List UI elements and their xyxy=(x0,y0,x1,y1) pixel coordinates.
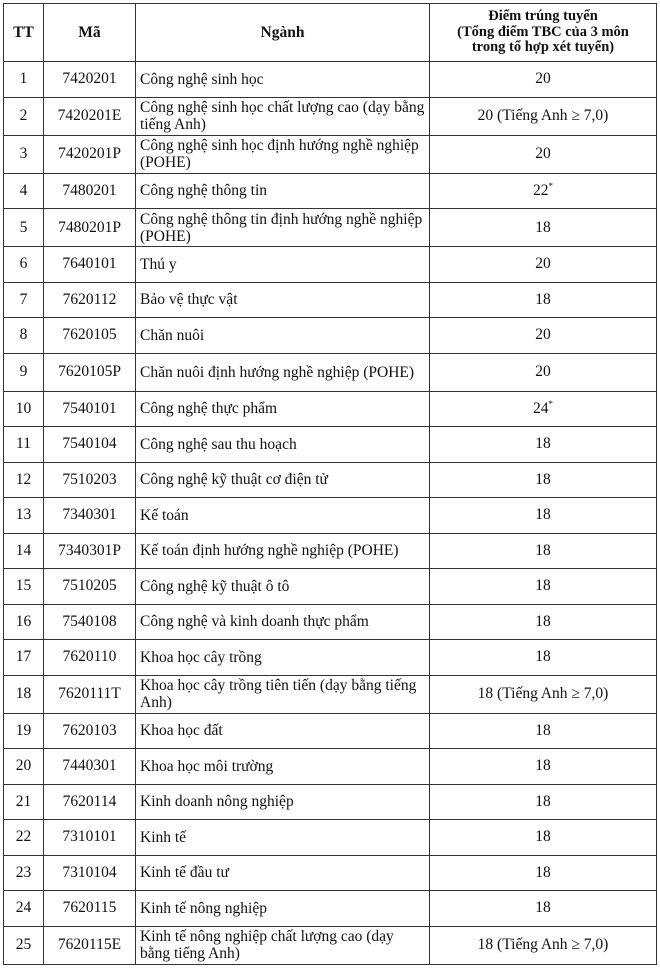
table-row xyxy=(4,318,657,354)
header-tt: TT xyxy=(4,4,44,62)
row-ma: 7310104 xyxy=(44,855,136,891)
row-tt: 13 xyxy=(4,498,44,534)
row-diem xyxy=(430,604,657,640)
row-diem xyxy=(430,498,657,534)
row-tt: 6 xyxy=(4,247,44,283)
header-nganh: Ngành xyxy=(136,4,430,62)
score-value: 18 xyxy=(535,612,551,630)
score-value: 18 xyxy=(535,792,551,810)
row-diem xyxy=(430,926,657,964)
row-ma: 7620105 xyxy=(44,318,136,354)
row-ma: 7620112 xyxy=(44,282,136,318)
score-value: 18 (Tiếng Anh ≥ 7,0) xyxy=(477,936,609,953)
row-nganh: Công nghệ kỹ thuật cơ điện tử xyxy=(136,462,430,498)
row-diem xyxy=(430,282,657,318)
row-ma: 7540108 xyxy=(44,604,136,640)
row-diem xyxy=(430,209,657,247)
score-value: 18 xyxy=(535,290,551,308)
header-diem-line1: Điểm trúng tuyển xyxy=(488,8,598,25)
score-value: 20 xyxy=(535,326,551,344)
row-ma: 7620103 xyxy=(44,713,136,749)
row-ma: 7620105P xyxy=(44,353,136,391)
row-ma: 7510205 xyxy=(44,569,136,605)
row-nganh: Thú y xyxy=(136,247,430,283)
row-nganh: Công nghệ sinh học định hướng nghề nghiệp (POHE) xyxy=(136,135,430,173)
row-nganh: Công nghệ thông tin định hướng nghề nghiệp (POHE) xyxy=(136,209,430,247)
table-row xyxy=(4,820,657,856)
row-nganh: Khoa học cây trồng tiên tiến (dạy bằng tiếng Anh) xyxy=(136,675,430,713)
row-tt: 17 xyxy=(4,640,44,676)
table-row xyxy=(4,713,657,749)
row-nganh: Kinh tế đầu tư xyxy=(136,855,430,891)
score-value: 18 xyxy=(535,577,551,595)
row-nganh: Kinh tế xyxy=(136,820,430,856)
table-row xyxy=(4,569,657,605)
row-diem xyxy=(430,391,657,427)
table-row xyxy=(4,462,657,498)
row-ma: 7540104 xyxy=(44,427,136,463)
row-tt: 22 xyxy=(4,820,44,856)
row-diem xyxy=(430,749,657,785)
table-row xyxy=(4,749,657,785)
score-footnote-mark: * xyxy=(548,398,553,409)
row-tt: 21 xyxy=(4,784,44,820)
row-tt: 10 xyxy=(4,391,44,427)
table-row xyxy=(4,173,657,209)
score-value: 18 xyxy=(535,218,551,236)
row-diem xyxy=(430,353,657,391)
table-row xyxy=(4,97,657,135)
row-ma: 7620115E xyxy=(44,926,136,964)
row-diem xyxy=(430,173,657,209)
score-value: 22 xyxy=(533,181,549,199)
row-ma: 7420201P xyxy=(44,135,136,173)
row-nganh: Công nghệ sinh học chất lượng cao (dạy bằng tiếng Anh) xyxy=(136,97,430,135)
row-nganh: Khoa học cây trồng xyxy=(136,640,430,676)
table-row xyxy=(4,675,657,713)
score-value: 18 xyxy=(535,863,551,881)
row-tt: 24 xyxy=(4,891,44,927)
row-diem xyxy=(430,427,657,463)
row-nganh: Khoa học đất xyxy=(136,713,430,749)
row-ma: 7620114 xyxy=(44,784,136,820)
row-ma: 7420201 xyxy=(44,62,136,98)
header-diem xyxy=(430,4,657,62)
table-row xyxy=(4,855,657,891)
row-nganh: Chăn nuôi xyxy=(136,318,430,354)
row-tt: 9 xyxy=(4,353,44,391)
row-diem xyxy=(430,533,657,569)
row-diem xyxy=(430,713,657,749)
row-tt: 1 xyxy=(4,62,44,98)
row-tt: 2 xyxy=(4,97,44,135)
row-tt: 15 xyxy=(4,569,44,605)
row-ma: 7340301 xyxy=(44,498,136,534)
score-footnote-mark: * xyxy=(548,180,553,191)
row-diem xyxy=(430,247,657,283)
score-value: 18 xyxy=(535,828,551,846)
table-row xyxy=(4,353,657,391)
header-ma: Mã xyxy=(44,4,136,62)
table-row xyxy=(4,926,657,964)
score-value: 18 (Tiếng Anh ≥ 7,0) xyxy=(477,685,609,702)
row-tt: 11 xyxy=(4,427,44,463)
score-value: 24 xyxy=(533,399,549,417)
row-diem xyxy=(430,135,657,173)
header-diem-line2: (Tổng điểm TBC của 3 môn xyxy=(457,23,629,40)
header-row xyxy=(4,4,657,62)
row-diem xyxy=(430,820,657,856)
row-ma: 7540101 xyxy=(44,391,136,427)
row-diem xyxy=(430,97,657,135)
row-nganh: Chăn nuôi định hướng nghề nghiệp (POHE) xyxy=(136,353,430,391)
score-value: 20 xyxy=(535,363,551,380)
row-ma: 7620111T xyxy=(44,675,136,713)
row-nganh: Kinh tế nông nghiệp xyxy=(136,891,430,927)
row-nganh: Kế toán định hướng nghề nghiệp (POHE) xyxy=(136,533,430,569)
row-tt: 18 xyxy=(4,675,44,713)
table-row xyxy=(4,533,657,569)
score-value: 18 xyxy=(535,435,551,453)
row-nganh: Bảo vệ thực vật xyxy=(136,282,430,318)
row-nganh: Kế toán xyxy=(136,498,430,534)
row-tt: 12 xyxy=(4,462,44,498)
row-ma: 7620115 xyxy=(44,891,136,927)
row-ma: 7640101 xyxy=(44,247,136,283)
table-row xyxy=(4,62,657,98)
score-value: 18 xyxy=(535,470,551,488)
table-row xyxy=(4,640,657,676)
table-row xyxy=(4,391,657,427)
score-value: 20 xyxy=(535,145,551,162)
row-tt: 8 xyxy=(4,318,44,354)
row-diem xyxy=(430,569,657,605)
row-diem xyxy=(430,855,657,891)
row-ma: 7620110 xyxy=(44,640,136,676)
table-row xyxy=(4,282,657,318)
row-nganh: Công nghệ và kinh doanh thực phẩm xyxy=(136,604,430,640)
row-tt: 23 xyxy=(4,855,44,891)
row-tt: 5 xyxy=(4,209,44,247)
score-value: 20 xyxy=(535,70,551,88)
row-diem xyxy=(430,891,657,927)
row-diem xyxy=(430,675,657,713)
score-value: 18 xyxy=(535,506,551,524)
row-nganh: Công nghệ sau thu hoạch xyxy=(136,427,430,463)
score-value: 18 xyxy=(535,899,551,917)
score-value: 20 (Tiếng Anh ≥ 7,0) xyxy=(477,107,609,124)
row-nganh: Công nghệ thông tin xyxy=(136,173,430,209)
row-diem xyxy=(430,318,657,354)
row-nganh: Công nghệ kỹ thuật ô tô xyxy=(136,569,430,605)
score-value: 18 xyxy=(535,541,551,559)
table-row xyxy=(4,247,657,283)
table-row xyxy=(4,135,657,173)
table-row xyxy=(4,784,657,820)
score-value: 18 xyxy=(535,757,551,775)
row-ma: 7420201E xyxy=(44,97,136,135)
table-row xyxy=(4,427,657,463)
row-tt: 3 xyxy=(4,135,44,173)
row-ma: 7480201 xyxy=(44,173,136,209)
row-ma: 7440301 xyxy=(44,749,136,785)
row-ma: 7480201P xyxy=(44,209,136,247)
row-ma: 7340301P xyxy=(44,533,136,569)
row-nganh: Kinh doanh nông nghiệp xyxy=(136,784,430,820)
row-tt: 16 xyxy=(4,604,44,640)
row-tt: 7 xyxy=(4,282,44,318)
row-ma: 7310101 xyxy=(44,820,136,856)
score-value: 18 xyxy=(535,648,551,666)
row-nganh: Công nghệ sinh học xyxy=(136,62,430,98)
header-diem-line3: trong tổ hợp xét tuyển) xyxy=(471,39,615,56)
score-value: 18 xyxy=(535,721,551,739)
row-tt: 20 xyxy=(4,749,44,785)
row-tt: 4 xyxy=(4,173,44,209)
row-nganh: Kinh tế nông nghiệp chất lượng cao (dạy bằng tiếng Anh) xyxy=(136,926,430,964)
table-row xyxy=(4,209,657,247)
row-ma: 7510203 xyxy=(44,462,136,498)
table-row xyxy=(4,604,657,640)
table-row xyxy=(4,891,657,927)
row-tt: 14 xyxy=(4,533,44,569)
row-nganh: Khoa học môi trường xyxy=(136,749,430,785)
row-nganh: Công nghệ thực phẩm xyxy=(136,391,430,427)
row-diem xyxy=(430,62,657,98)
row-diem xyxy=(430,640,657,676)
admission-scores-table xyxy=(3,3,657,965)
row-tt: 25 xyxy=(4,926,44,964)
row-diem xyxy=(430,784,657,820)
score-value: 20 xyxy=(535,255,551,273)
row-tt: 19 xyxy=(4,713,44,749)
row-diem xyxy=(430,462,657,498)
table-row xyxy=(4,498,657,534)
